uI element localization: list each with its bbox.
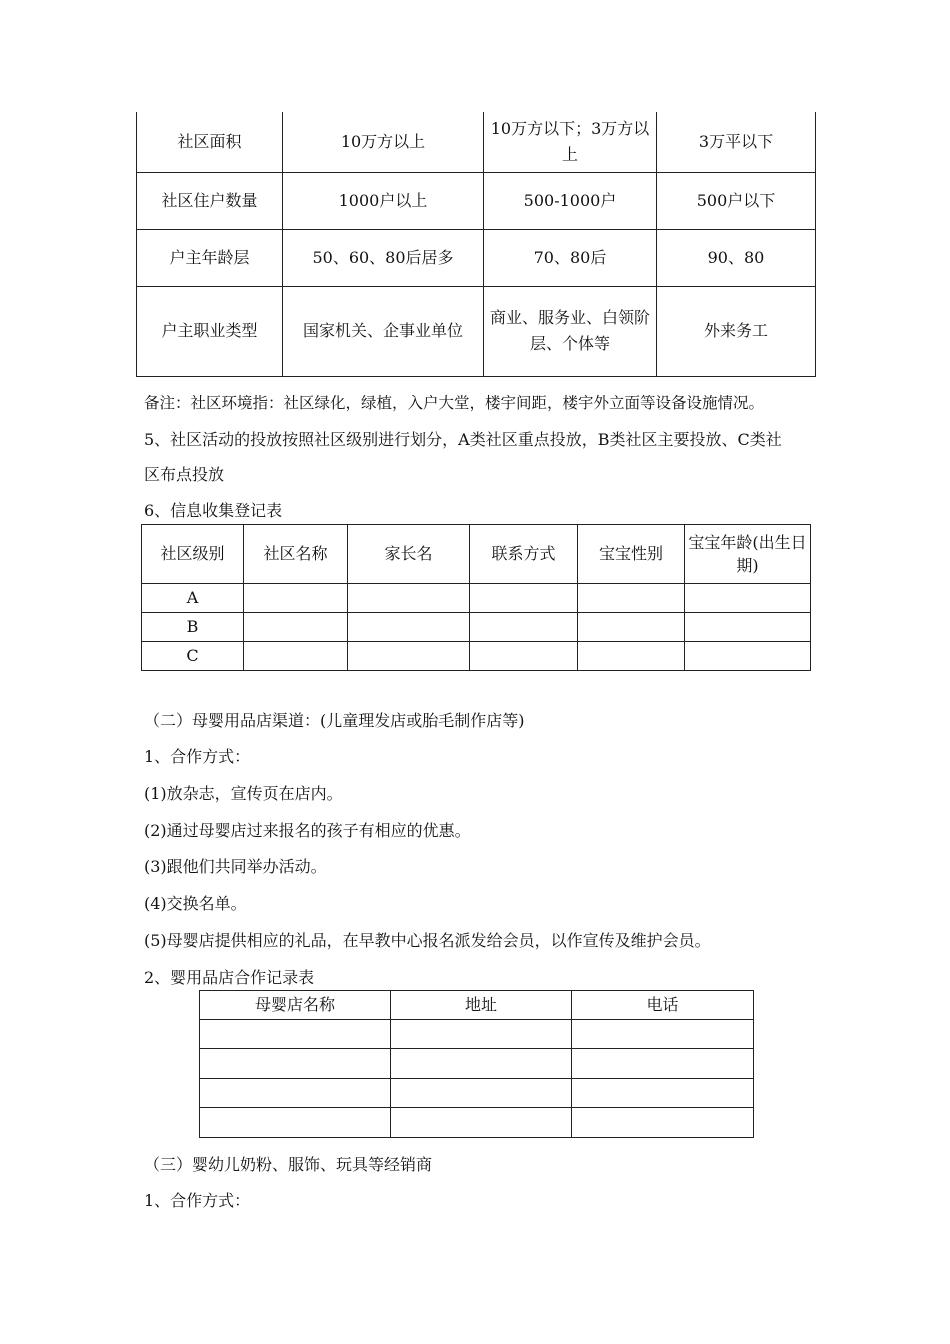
table-row [142, 642, 811, 671]
column-header: 宝宝性别 [578, 525, 685, 584]
list-item: (4)交换名单。 [144, 894, 247, 913]
table-row [142, 613, 811, 642]
table-cell: 3万平以下 [657, 112, 816, 172]
info-table [141, 524, 811, 671]
table-row [200, 1108, 754, 1138]
empty-cell[interactable] [391, 1108, 572, 1138]
table-row [137, 112, 816, 172]
list-item: (2)通过母婴店过来报名的孩子有相应的优惠。 [144, 821, 471, 840]
empty-cell[interactable] [572, 1079, 754, 1108]
empty-cell[interactable] [348, 642, 470, 671]
column-header: 母婴店名称 [200, 991, 391, 1020]
empty-cell[interactable] [244, 642, 348, 671]
column-header: 社区级别 [142, 525, 244, 584]
community-table [136, 112, 816, 377]
column-header: 电话 [572, 991, 754, 1020]
table-cell: 500-1000户 [484, 172, 657, 229]
table-cell: 500户以下 [657, 172, 816, 229]
table-cell: 社区面积 [137, 112, 283, 172]
item5-line1: 5、社区活动的投放按照社区级别进行划分，A类社区重点投放，B类社区主要投放、C类社 [144, 430, 782, 449]
empty-cell[interactable] [578, 584, 685, 613]
table-row [137, 172, 816, 229]
empty-cell[interactable] [391, 1079, 572, 1108]
column-header: 家长名 [348, 525, 470, 584]
empty-cell[interactable] [578, 613, 685, 642]
empty-cell[interactable] [391, 1049, 572, 1079]
empty-cell[interactable] [685, 642, 811, 671]
level-cell: A [142, 584, 244, 613]
table-row [137, 286, 816, 376]
level-cell: C [142, 642, 244, 671]
section2-title: （二）母婴用品店渠道：(儿童理发店或胎毛制作店等) [144, 711, 525, 730]
empty-cell[interactable] [244, 584, 348, 613]
table-row [200, 1020, 754, 1049]
table-cell: 国家机关、企事业单位 [283, 286, 484, 376]
table-cell: 户主年龄层 [137, 229, 283, 286]
column-header: 地址 [391, 991, 572, 1020]
empty-cell[interactable] [348, 584, 470, 613]
table-header-row [142, 525, 811, 584]
column-header: 联系方式 [470, 525, 578, 584]
column-header: 宝宝年龄(出生日期) [685, 525, 811, 584]
empty-cell[interactable] [200, 1108, 391, 1138]
table-cell: 1000户以上 [283, 172, 484, 229]
table-cell: 10万方以下；3万方以上 [484, 112, 657, 172]
table-cell: 90、80 [657, 229, 816, 286]
shop-table [199, 990, 754, 1138]
empty-cell[interactable] [572, 1020, 754, 1049]
empty-cell[interactable] [470, 642, 578, 671]
empty-cell[interactable] [200, 1049, 391, 1079]
empty-cell[interactable] [391, 1020, 572, 1049]
shop-table-title: 2、婴用品店合作记录表 [144, 968, 315, 987]
level-cell: B [142, 613, 244, 642]
empty-cell[interactable] [244, 613, 348, 642]
list-item: (3)跟他们共同举办活动。 [144, 857, 327, 876]
item5-line2: 区布点投放 [144, 465, 225, 484]
list-item: (1)放杂志，宣传页在店内。 [144, 784, 343, 803]
section2-coop-heading: 1、合作方式： [144, 747, 251, 766]
table-cell: 户主职业类型 [137, 286, 283, 376]
table-cell: 50、60、80后居多 [283, 229, 484, 286]
empty-cell[interactable] [572, 1108, 754, 1138]
table-row [200, 1049, 754, 1079]
table-cell: 外来务工 [657, 286, 816, 376]
table-row [200, 1079, 754, 1108]
info-table-title: 6、信息收集登记表 [144, 501, 283, 520]
column-header: 社区名称 [244, 525, 348, 584]
table-cell: 10万方以上 [283, 112, 484, 172]
list-item: (5)母婴店提供相应的礼品，在早教中心报名派发给会员，以作宣传及维护会员。 [144, 931, 711, 950]
table-cell: 社区住户数量 [137, 172, 283, 229]
empty-cell[interactable] [348, 613, 470, 642]
empty-cell[interactable] [200, 1079, 391, 1108]
section3-title: （三）婴幼儿奶粉、服饰、玩具等经销商 [144, 1155, 433, 1174]
empty-cell[interactable] [685, 584, 811, 613]
empty-cell[interactable] [578, 642, 685, 671]
empty-cell[interactable] [572, 1049, 754, 1079]
section3-coop-heading: 1、合作方式： [144, 1191, 251, 1210]
empty-cell[interactable] [200, 1020, 391, 1049]
table-cell: 70、80后 [484, 229, 657, 286]
empty-cell[interactable] [685, 613, 811, 642]
table-cell: 商业、服务业、白领阶层、个体等 [484, 286, 657, 376]
table-row [137, 229, 816, 286]
table-row [142, 584, 811, 613]
table-header-row [200, 991, 754, 1020]
empty-cell[interactable] [470, 613, 578, 642]
empty-cell[interactable] [470, 584, 578, 613]
note-text: 备注：社区环境指：社区绿化，绿植，入户大堂，楼宇间距，楼宇外立面等设备设施情况。 [144, 394, 765, 412]
